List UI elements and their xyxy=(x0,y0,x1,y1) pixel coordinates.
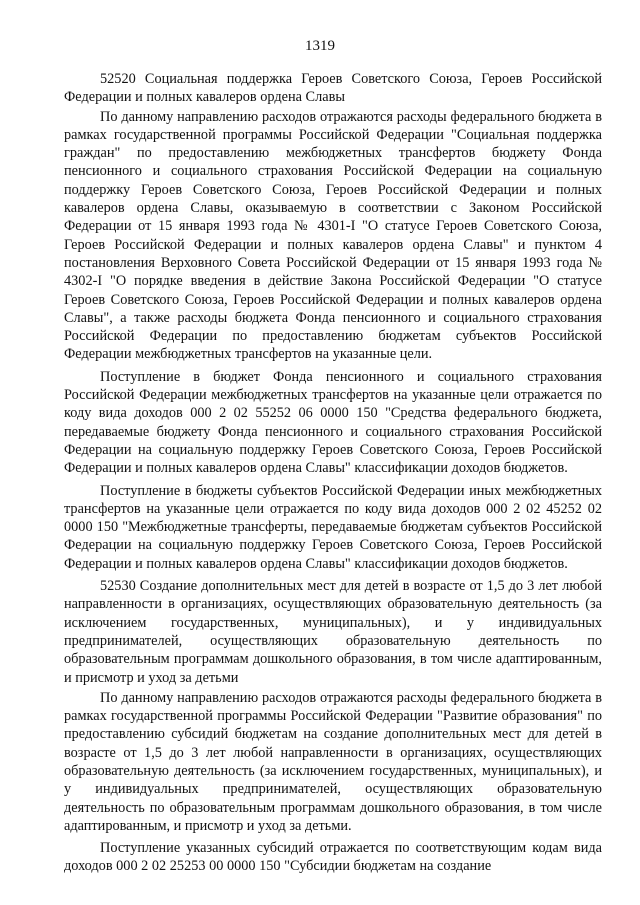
paragraph: Поступление в бюджеты субъектов Российской Федерации иных межбюджетных трансфертов на указанные цели отражается по коду вида доходов 000 2 02 45252 02 0000 150 "Межбюджетные трансферты, передаваемые бюджетам субъектов Российской Федерации на социальную поддержку Героев Советского Союза, Героев Российской Федерации и полных кавалеров ордена Славы" классификации доходов бюджетов. xyxy=(64,482,602,572)
paragraph: По данному направлению расходов отражаются расходы федерального бюджета в рамках государственной программы Российской Федерации "Социальная поддержка граждан" по предоставлению межбюджетных трансфертов бюджету Фонда пенсионного и социального страхования Российской Федерации на социальную поддержку Героев Советского Союза, Героев Российской Федерации и полных кавалеров ордена Славы, оказываемую в соответствии с Законом Российской Федерации от 15 января 1993 года № 4301-I "О статусе Героев Советского Союза, Героев Российской Федерации и полных кавалеров ордена Славы" и пунктом 4 постановления Верховного Совета Российской Федерации от 15 января 1993 года № 4302-I "О порядке введения в действие Закона Российской Федерации "О статусе Героев Советского Союза, Героев Российской Федерации и полных кавалеров ордена Славы", а также расходы бюджета Фонда пенсионного и социального страхования Российской Федерации по предоставлению бюджетам субъектов Российской Федерации межбюджетных трансфертов на указанные цели. xyxy=(64,108,602,363)
paragraph: По данному направлению расходов отражаются расходы федерального бюджета в рамках государственной программы Российской Федерации "Развитие образования" по предоставлению субсидий бюджетам на создание дополнительных мест для детей в возрасте от 1,5 до 3 лет любой направленности в организациях, осуществляющих образовательную деятельность (за исключением государственных, муниципальных), и у индивидуальных предпринимателей, осуществляющих образовательную деятельность по образовательным программам дошкольного образования, в том числе адаптированным, и присмотр и уход за детьми. xyxy=(64,689,602,834)
paragraph: Поступление указанных субсидий отражается по соответствующим кодам вида доходов 000 2 02 25253 00 0000 150 "Субсидии бюджетам на создание xyxy=(64,840,602,875)
page-number: 1319 xyxy=(305,38,335,54)
section-heading-52530: 52530 Создание дополнительных мест для детей в возрасте от 1,5 до 3 лет любой направленности в организациях, осуществляющих образовательную деятельность (за исключением государственных, муниципальных), и у индивидуальных предпринимателей, осуществляющих образовательную деятельность по образовательным программам дошкольного образования, в том числе адаптированным, и присмотр и уход за детьми xyxy=(64,578,602,686)
document-body xyxy=(64,70,602,876)
section-heading-52520: 52520 Социальная поддержка Героев Советского Союза, Героев Российской Федерации и полных кавалеров ордена Славы xyxy=(64,71,602,106)
paragraph: Поступление в бюджет Фонда пенсионного и социального страхования Российской Федерации межбюджетных трансфертов на указанные цели отражается по коду вида доходов 000 2 02 55252 06 0000 150 "Средства федерального бюджета, передаваемые бюджету Фонда пенсионного и социального страхования Российской Федерации на социальную поддержку Героев Советского Союза, Героев Российской Федерации и полных кавалеров ордена Славы" классификации доходов бюджетов. xyxy=(64,368,602,477)
